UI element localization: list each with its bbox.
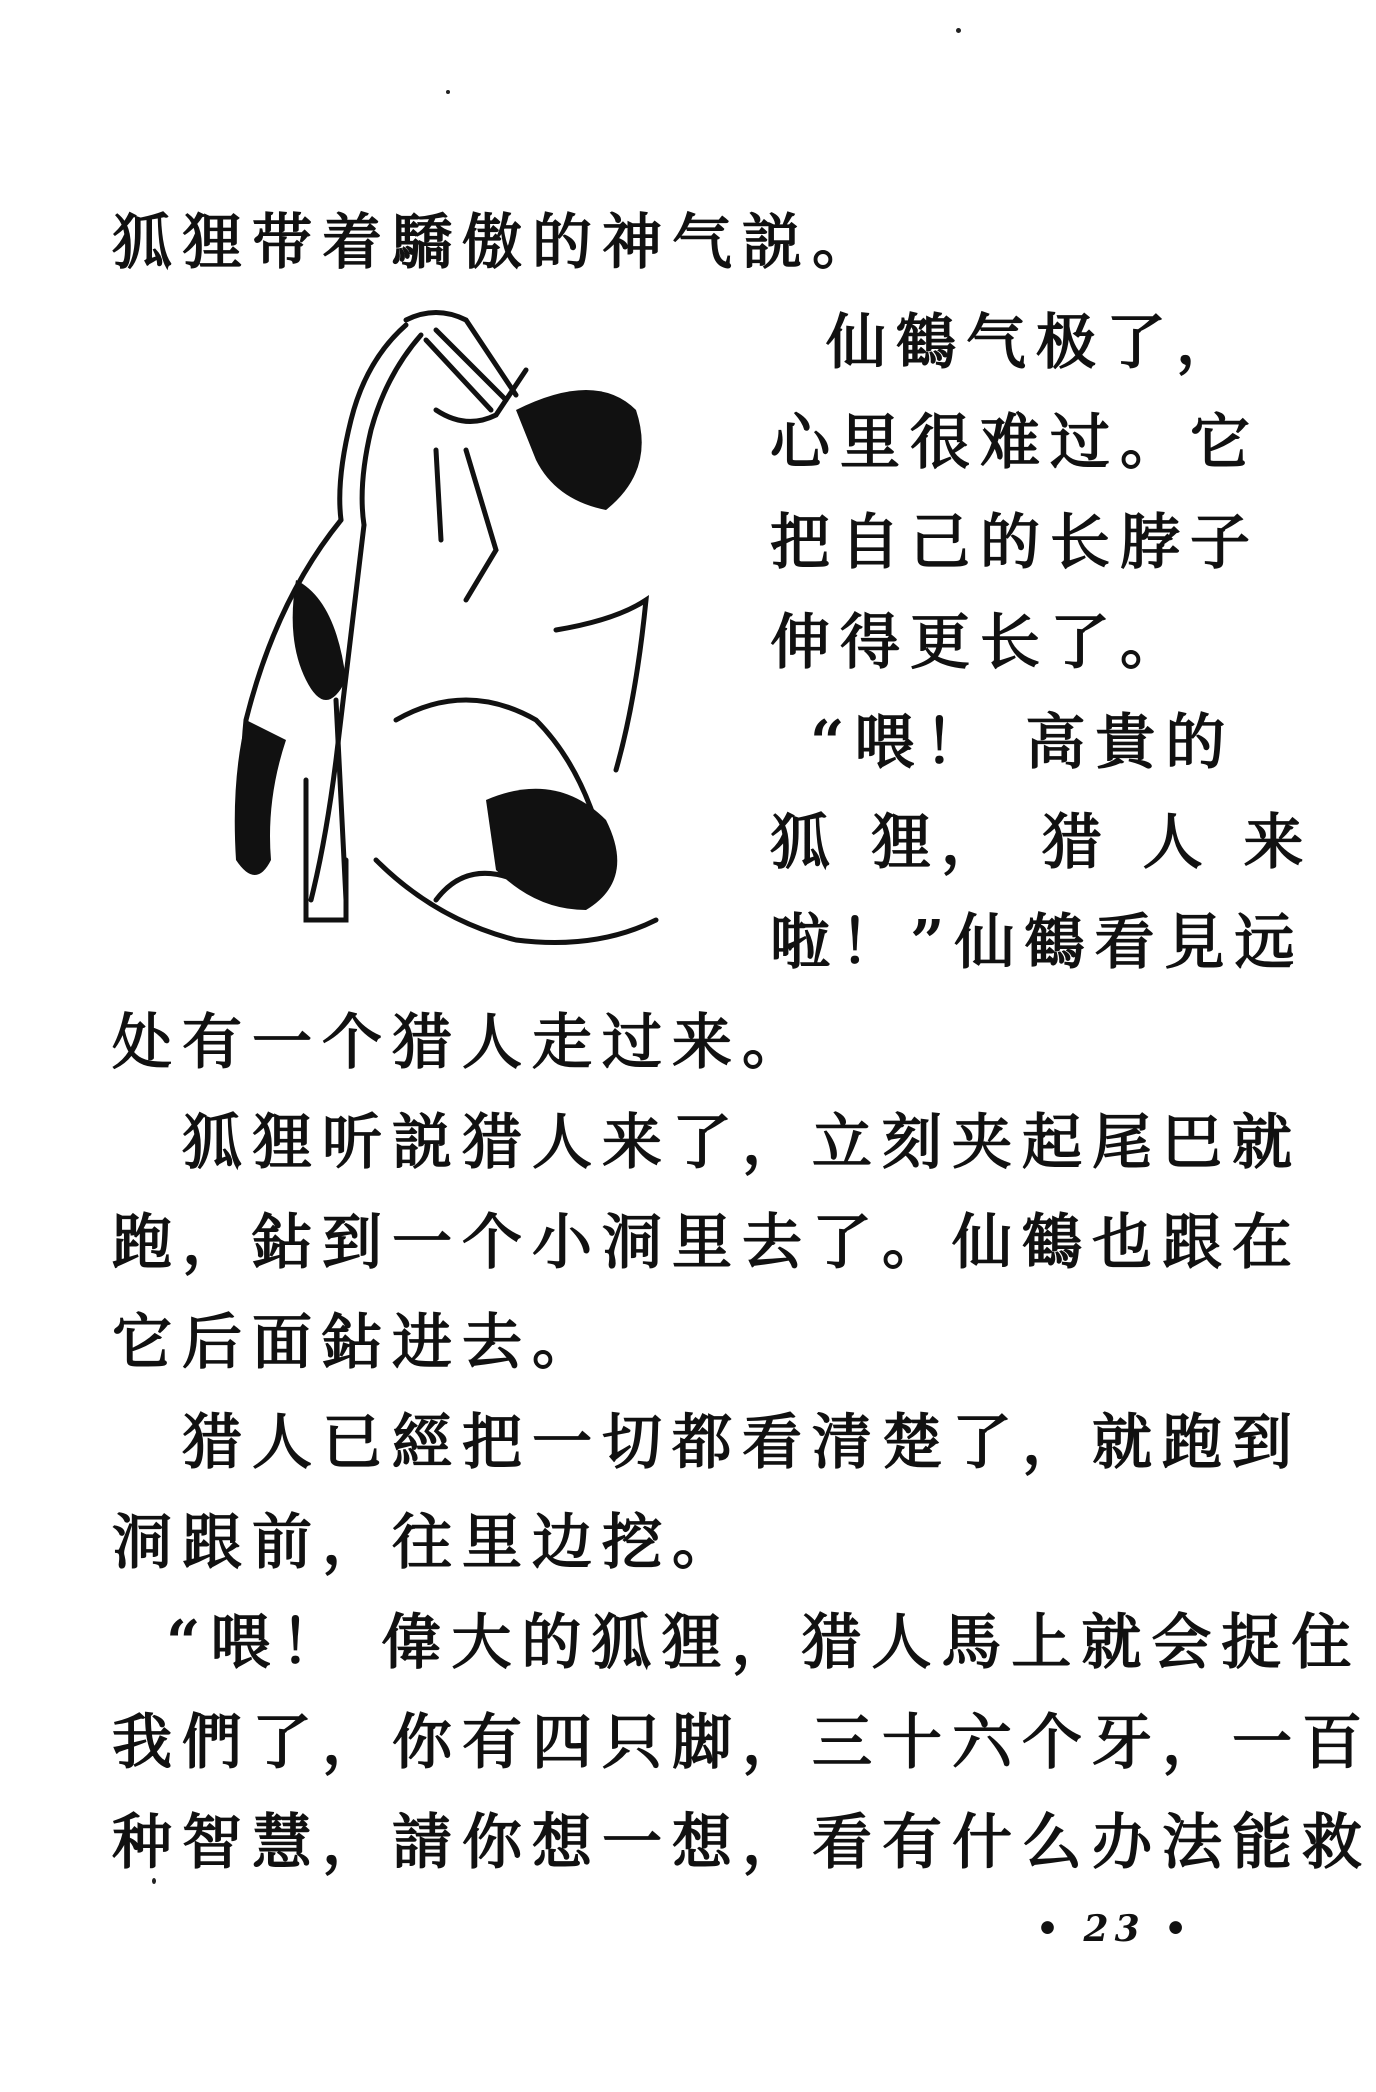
- text-line: 心里很难过。它: [770, 408, 1260, 478]
- text-line: 猎人已經把一切都看清楚了，就跑到: [182, 1408, 1302, 1478]
- text-line: 伸得更长了。: [770, 608, 1190, 678]
- text-line: 它后面鉆进去。: [112, 1308, 602, 1378]
- text-line: 洞跟前，往里边挖。: [112, 1508, 742, 1578]
- text-line: 跑，鉆到一个小洞里去了。仙鶴也跟在: [112, 1208, 1302, 1278]
- text-line: 狐狸听説猎人来了，立刻夹起尾巴就: [182, 1108, 1302, 1178]
- text-line: 啦！”仙鶴看見远: [770, 908, 1305, 978]
- text-line: 我們了，你有四只脚，三十六个牙，一百: [112, 1708, 1372, 1778]
- page-number: • 23 •: [1036, 1908, 1194, 1950]
- text-line: “喂！ 偉大的狐狸，猎人馬上就会捉住: [166, 1608, 1362, 1678]
- text-line: 种智慧，請你想一想，看有什么办法能救: [112, 1808, 1372, 1878]
- text-line: 仙鶴气极了，: [826, 308, 1246, 378]
- print-speck: [152, 1878, 156, 1884]
- crane-and-fox-illustration: [136, 300, 716, 970]
- text-line: 狐 狸， 猎 人 来: [770, 808, 1314, 878]
- text-line: 处有一个猎人走过来。: [112, 1008, 812, 1078]
- text-line: “喂！ 高貴的: [810, 708, 1236, 778]
- text-line: 把自己的长脖子: [770, 508, 1260, 578]
- print-speck: [956, 28, 961, 33]
- text-line: 狐狸带着驕傲的神气説。: [112, 208, 882, 278]
- print-speck: [446, 90, 450, 94]
